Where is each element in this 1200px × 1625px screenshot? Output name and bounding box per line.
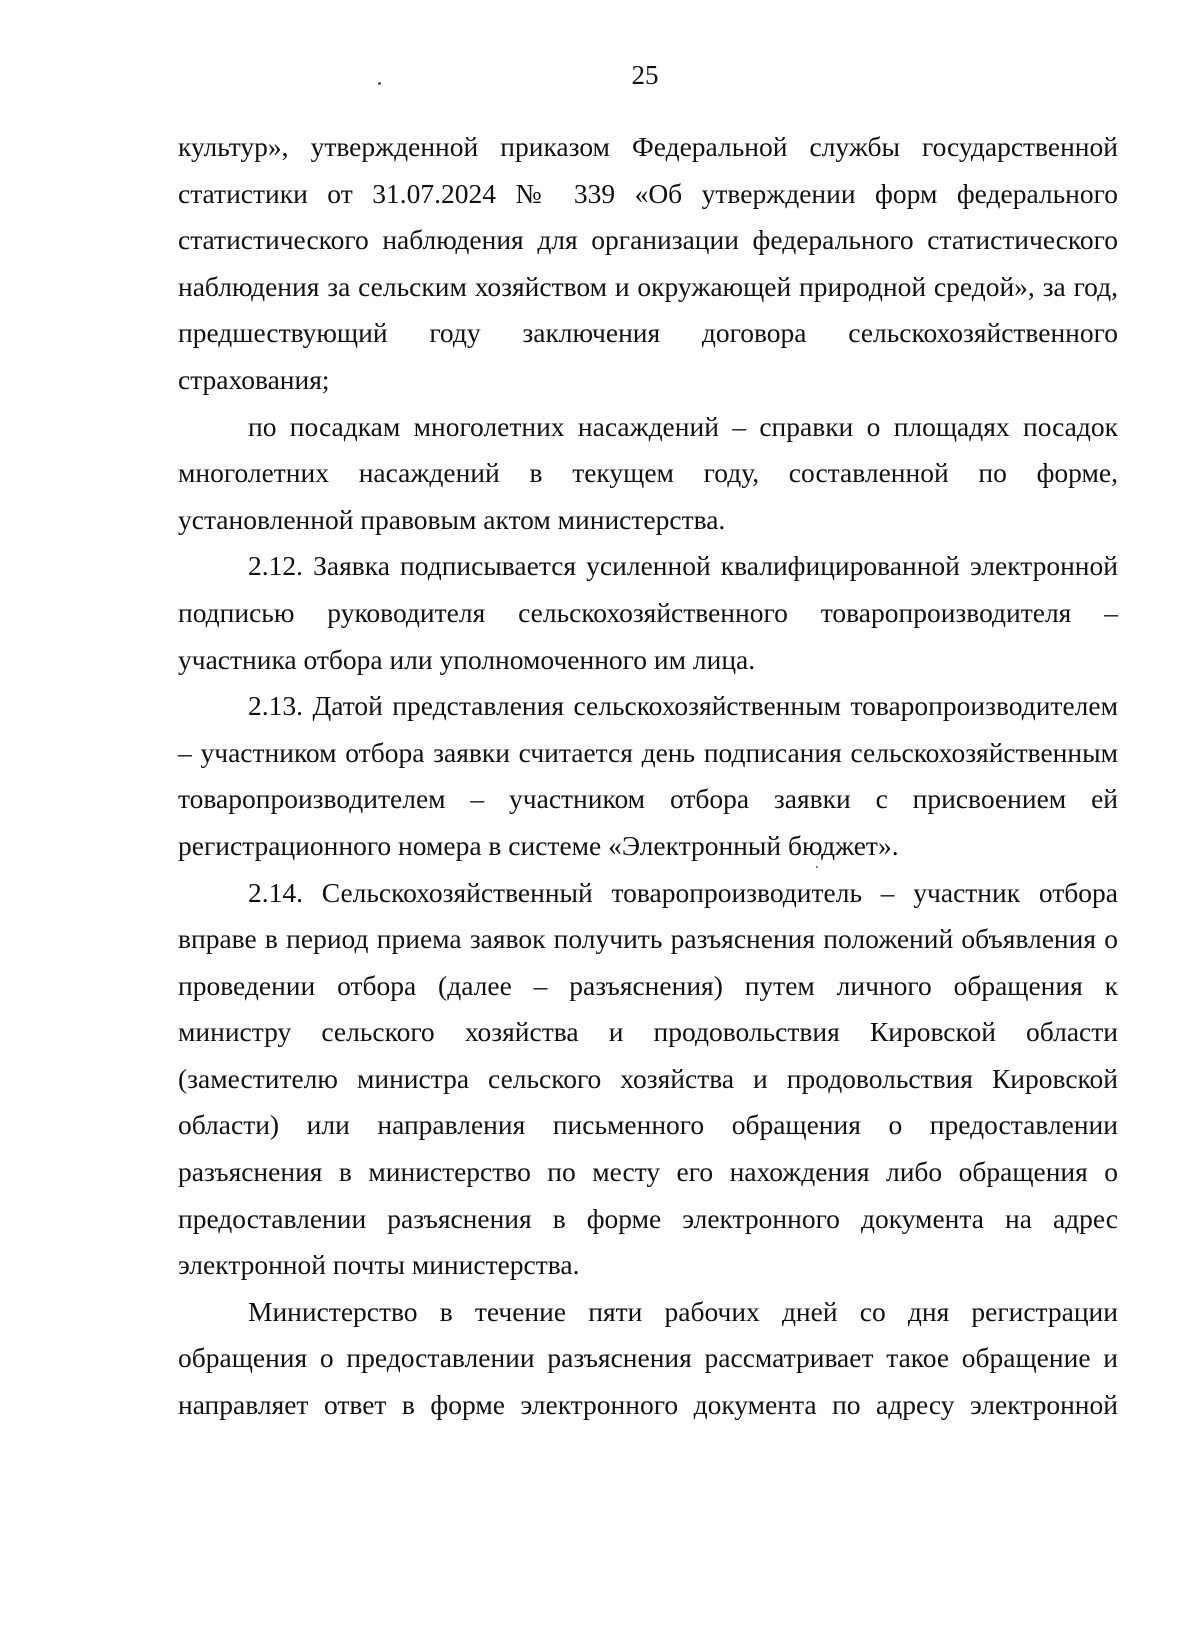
paragraph-statistics-form: культур», утвержденной приказом Федеральной службы государственной статистики от 31.07.2024 № 339 «Об утверждении форм федерального статистического наблюдения для организации федерального статистического наблюдения за сельским хозяйством и окружающей природной средой», за год, предшествующий году заключения договора сельскохозяйственного страхования; — [178, 131, 1118, 395]
document-body — [178, 124, 1118, 1429]
paragraph-perennial-plantings: по посадкам многолетних насаждений – справки о площадях посадок многолетних насаждений в текущем году, составленной по форме, установленной правовым актом министерства. — [178, 410, 1118, 535]
page-number: 25 — [631, 60, 659, 90]
paragraph-2-12: 2.12. Заявка подписывается усиленной квалифицированной электронной подписью руководителя сельскохозяйственного товаропроизводителя – участника отбора или уполномоченного им лица. — [178, 550, 1118, 675]
paragraph-ministry-response: Министерство в течение пяти рабочих дней со дня регистрации обращения о предоставлении разъяснения рассматривает такое обращение и направляет ответ в форме электронного документа по адресу электронной — [178, 1295, 1118, 1421]
paragraph-2-14: 2.14. Сельскохозяйственный товаропроизводитель – участник отбора вправе в период приема заявок получить разъяснения положений объявления о проведении отбора (далее – разъяснения) путем личного обращения к министру сельского хозяйства и продовольствия Кировской области (заместителю министра сельского хозяйства и продовольствия Кировской области) или направления письменного обращения о предоставлении разъяснения в министерство по месту его нахождения либо обращения о предоставлении разъяснения в форме электронного документа на адрес электронной почты министерства. — [178, 876, 1118, 1281]
paragraph-2-13: 2.13. Датой представления сельскохозяйственным товаропроизводителем – участником отбора заявки считается день подписания сельскохозяйственным товаропроизводителем – участником отбора заявки с присвоением ей регистрационного номера в системе «Электронный бюджет». — [178, 690, 1118, 861]
